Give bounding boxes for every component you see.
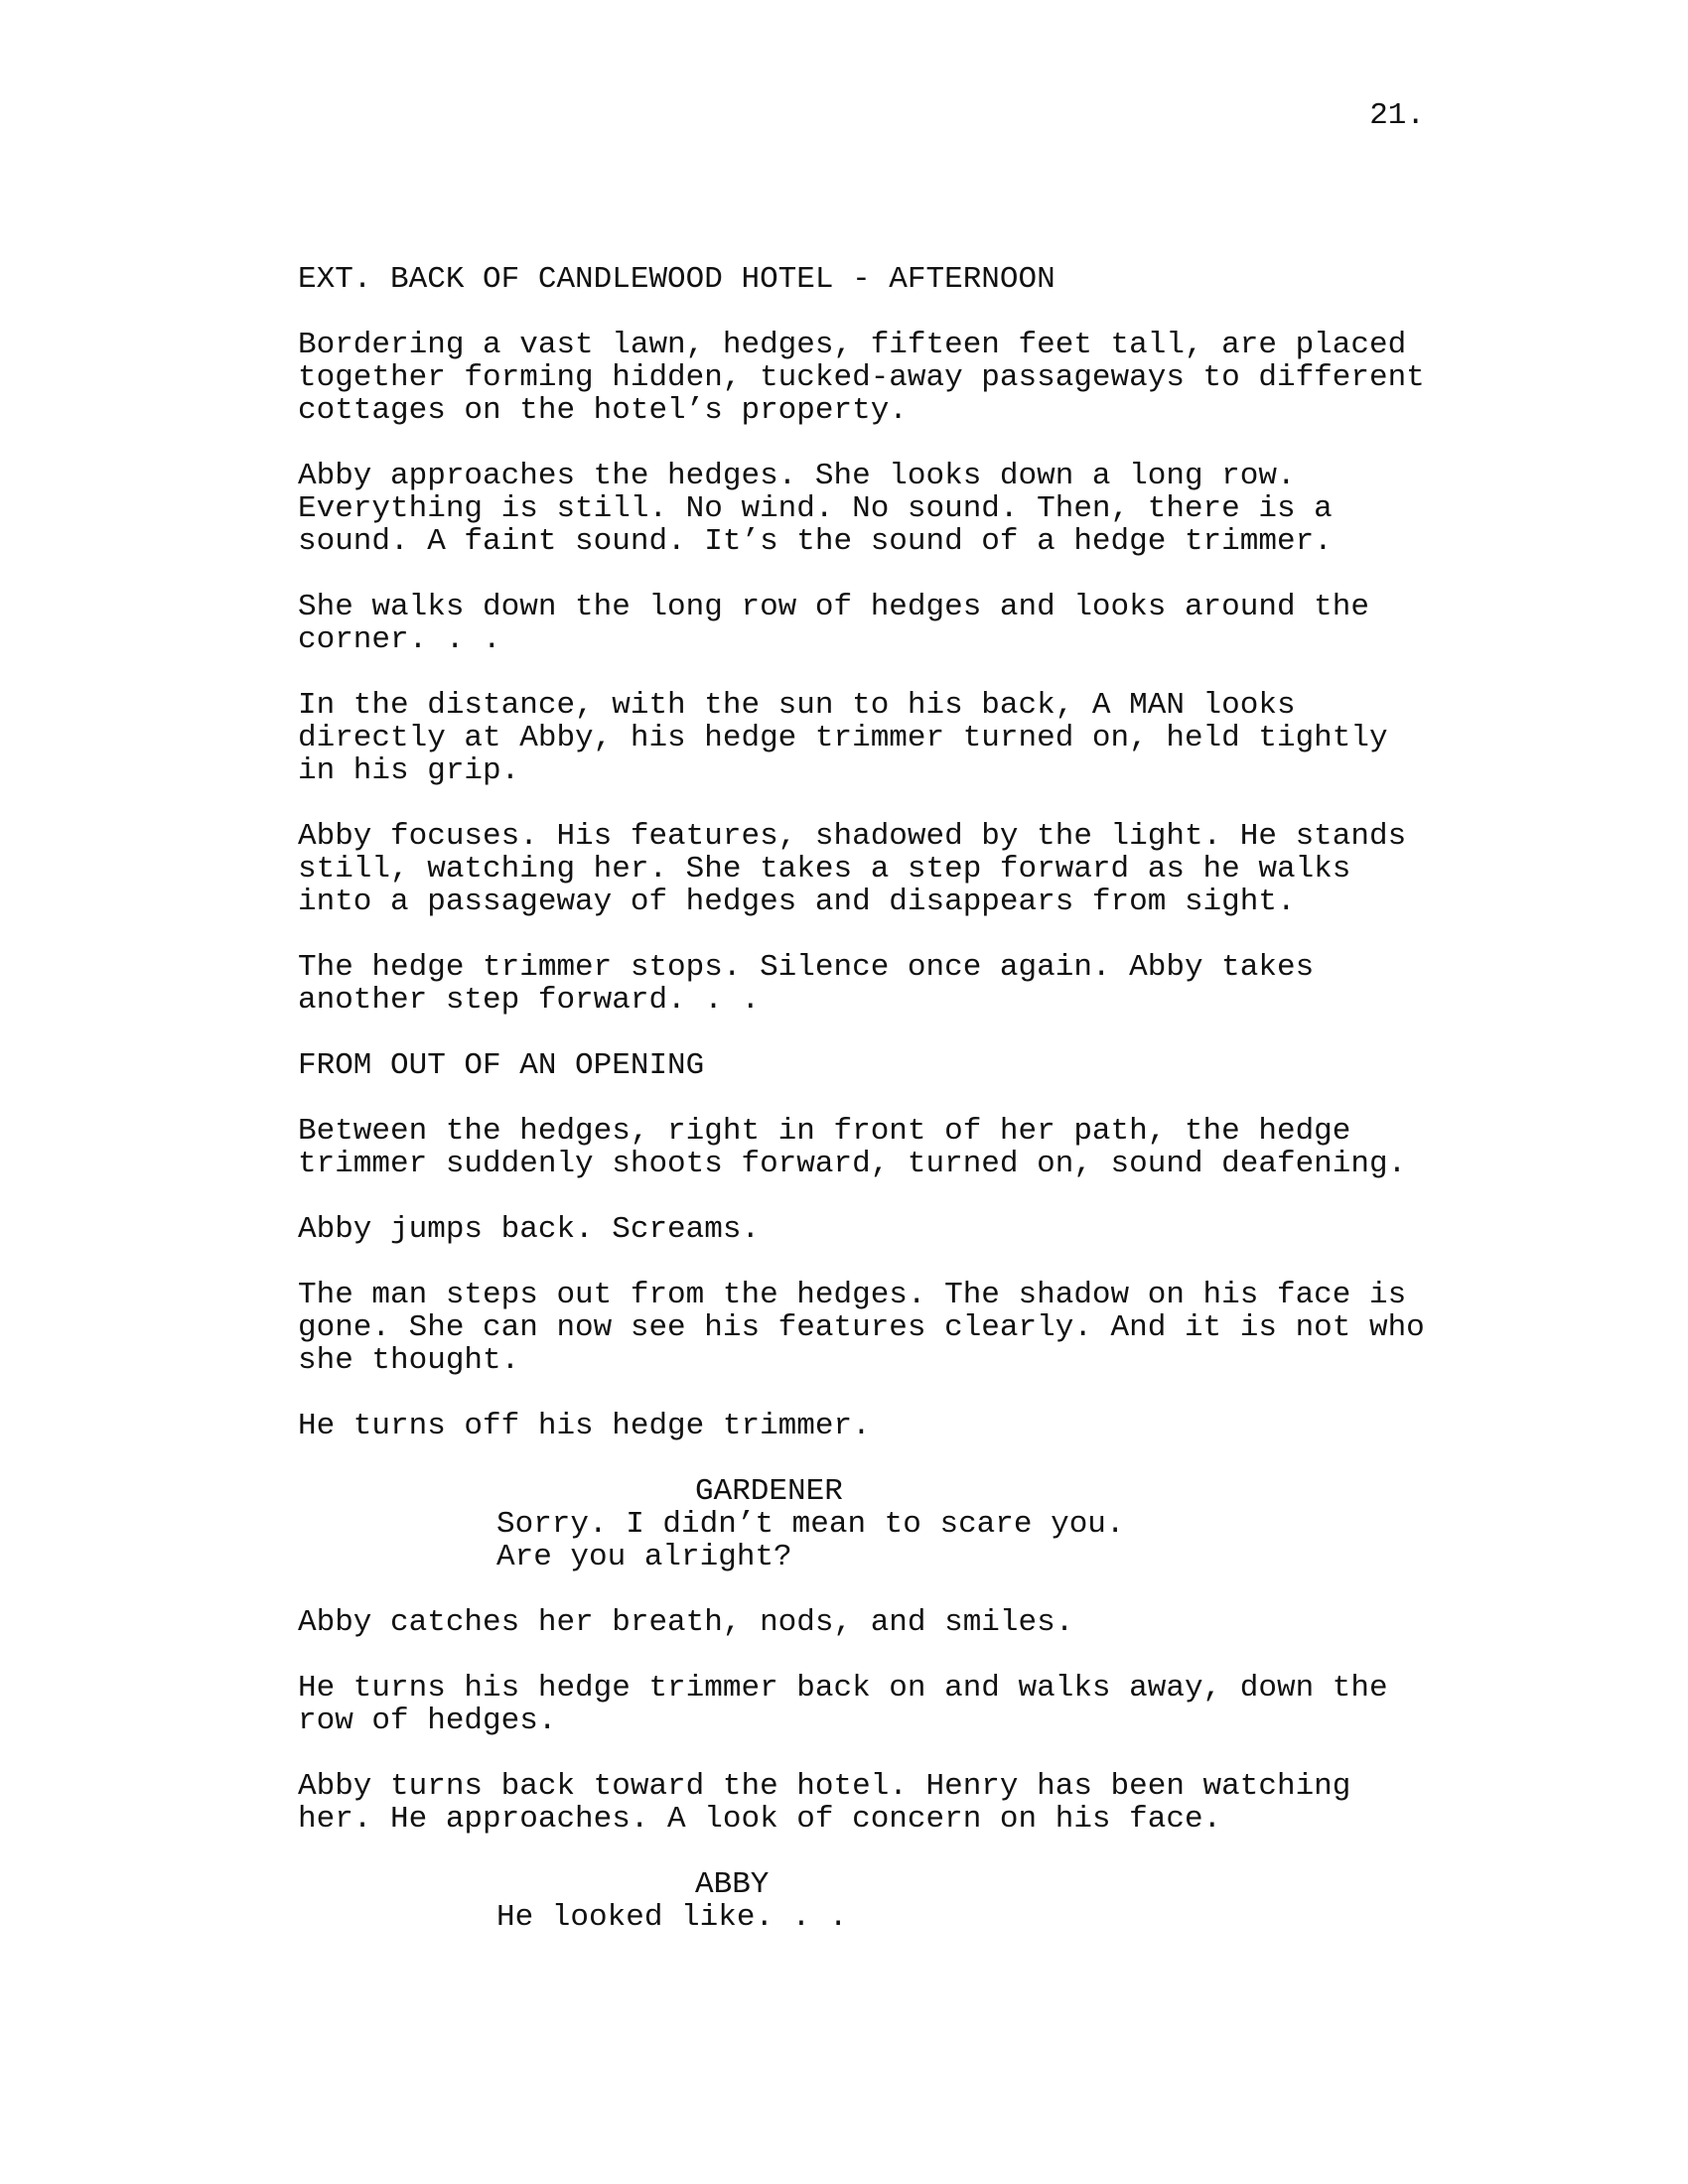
action-line: Everything is still. No wind. No sound. Then, there is a xyxy=(298,491,1333,526)
dialogue-line: Are you alright? xyxy=(496,1540,792,1574)
action-line: She walks down the long row of hedges and looks around the xyxy=(298,590,1369,624)
action-paragraph xyxy=(298,1213,1489,1246)
action-paragraph xyxy=(298,460,1489,558)
subheading xyxy=(298,1049,1489,1082)
dialogue-line: Sorry. I didn’t mean to scare you. xyxy=(496,1507,1125,1542)
page-number: 21. xyxy=(1369,98,1425,133)
action-line: Abby catches her breath, nods, and smiles. xyxy=(298,1605,1074,1640)
action-line: into a passageway of hedges and disappears from sight. xyxy=(298,885,1296,919)
action-paragraph xyxy=(298,591,1489,656)
scene-heading xyxy=(298,263,1489,296)
action-line: gone. She can now see his features clearly. And it is not who xyxy=(298,1310,1425,1345)
action-line: corner. . . xyxy=(298,622,501,657)
action-line: row of hedges. xyxy=(298,1704,557,1738)
action-paragraph xyxy=(298,1770,1489,1836)
action-line: He turns off his hedge trimmer. xyxy=(298,1409,871,1443)
action-line: Abby focuses. His features, shadowed by the light. He stands xyxy=(298,819,1407,854)
subheading-text: FROM OUT OF AN OPENING xyxy=(298,1048,705,1083)
action-line: her. He approaches. A look of concern on his face. xyxy=(298,1802,1222,1837)
action-line: sound. A faint sound. It’s the sound of a hedge trimmer. xyxy=(298,524,1333,559)
action-line: still, watching her. She takes a step forward as he walks xyxy=(298,852,1351,887)
character-name: ABBY xyxy=(695,1867,770,1902)
action-line: Abby approaches the hedges. She looks down a long row. xyxy=(298,459,1296,493)
action-line: another step forward. . . xyxy=(298,983,761,1018)
action-paragraph xyxy=(298,1606,1489,1639)
action-line: cottages on the hotel’s property. xyxy=(298,393,908,428)
action-line: The hedge trimmer stops. Silence once again. Abby takes xyxy=(298,950,1315,985)
action-line: He turns his hedge trimmer back on and walks away, down the xyxy=(298,1671,1388,1706)
scene-heading-text: EXT. BACK OF CANDLEWOOD HOTEL - AFTERNOON xyxy=(298,262,1055,297)
action-line: trimmer suddenly shoots forward, turned on, sound deafening. xyxy=(298,1147,1407,1181)
dialogue-block-abby xyxy=(298,1868,1489,1934)
action-line: The man steps out from the hedges. The shadow on his face is xyxy=(298,1278,1407,1312)
action-line: Abby jumps back. Screams. xyxy=(298,1212,761,1247)
action-line: Abby turns back toward the hotel. Henry has been watching xyxy=(298,1769,1351,1804)
action-paragraph xyxy=(298,1410,1489,1442)
action-line: in his grip. xyxy=(298,753,520,788)
action-line: directly at Abby, his hedge trimmer turned on, held tightly xyxy=(298,721,1388,755)
action-paragraph xyxy=(298,1115,1489,1180)
action-paragraph xyxy=(298,951,1489,1017)
character-name: GARDENER xyxy=(695,1474,843,1509)
action-line: Between the hedges, right in front of her path, the hedge xyxy=(298,1114,1351,1149)
action-paragraph xyxy=(298,689,1489,787)
dialogue-line: He looked like. . . xyxy=(496,1900,848,1935)
action-line: together forming hidden, tucked-away passageways to different xyxy=(298,360,1425,395)
action-line: she thought. xyxy=(298,1343,520,1378)
action-paragraph xyxy=(298,820,1489,918)
script-body xyxy=(298,263,1489,1967)
action-paragraph xyxy=(298,1672,1489,1737)
action-line: In the distance, with the sun to his back, A MAN looks xyxy=(298,688,1296,723)
dialogue-block-gardener xyxy=(298,1475,1489,1573)
action-paragraph xyxy=(298,329,1489,427)
action-line: Bordering a vast lawn, hedges, fifteen feet tall, are placed xyxy=(298,328,1407,362)
action-paragraph xyxy=(298,1279,1489,1377)
